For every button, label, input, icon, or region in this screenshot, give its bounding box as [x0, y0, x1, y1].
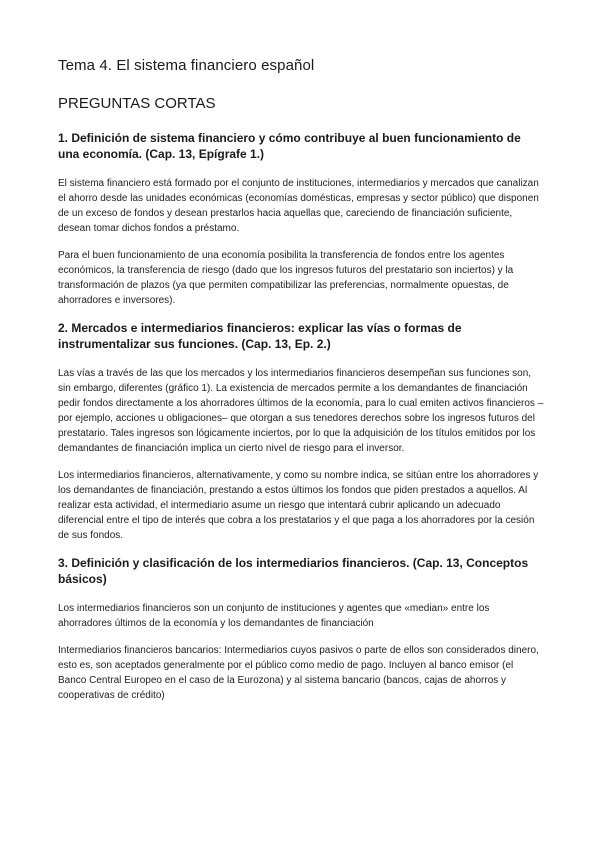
answer-paragraph: Intermediarios financieros bancarios: Intermediarios cuyos pasivos o parte de ellos son considerados dinero, esto es, son aceptados generalmente por el público como medio de pago. Incluyen al banco emisor (el Banco Central Europeo en el caso de la Eurozona) y al sistema bancario (bancos, cajas de ahorros y cooperativas de crédito): [58, 645, 539, 701]
question-heading: 1. Definición de sistema financiero y cómo contribuye al buen funcionamiento de una economía. (Cap. 13, Epígrafe 1.): [58, 131, 521, 161]
answer-paragraph: Para el buen funcionamiento de una economía posibilita la transferencia de fondos entre los agentes económicos, la transferencia de riesgo (dado que los ingresos futuros del prestatario son inciertos) y la transformación de plazos (ya que permiten compatibilizar las preferencias, normalmente opuestas, de ahorradores e inversores).: [58, 250, 514, 306]
section-subtitle: PREGUNTAS CORTAS: [58, 95, 216, 112]
answer-paragraph: El sistema financiero está formado por el conjunto de instituciones, intermediarios y mercados que canalizan el ahorro desde las unidades económicas (economías domésticas, empresas y sector público) que disponen de un exceso de fondos y desean prestarlos hacia aquellas que, careciendo de financiación suficiente, desean tomar dichos fondos a préstamo.: [58, 178, 539, 234]
question-3: [58, 555, 544, 703]
document-page: [58, 56, 544, 715]
answer-paragraph: Los intermediarios financieros son un conjunto de instituciones y agentes que «median» entre los ahorradores últimos de la economía y los demandantes de financiación: [58, 603, 490, 629]
answer-paragraph: Las vías a través de las que los mercados y los intermediarios financieros desempeñan sus funciones son, sin embargo, diferentes (gráfico 1). La existencia de mercados permite a los demandantes de financiación pedir fondos directamente a los ahorradores últimos de la economía, para lo cual emiten activos financieros –por ejemplo, acciones u obligaciones– que otorgan a sus tenedores derechos sobre los ingresos futuros del prestatario. Tales ingresos son lógicamente inciertos, por lo que la adquisición de los títulos emitidos por los demandantes de financiación implica un cierto nivel de riesgo para el inversor.: [58, 368, 544, 454]
question-2: [58, 320, 544, 543]
answer-paragraph: Los intermediarios financieros, alternativamente, y como su nombre indica, se sitúan entre los ahorradores y los demandantes de financiación, prestando a estos últimos los fondos que piden prestados a aquellos. Al realizar esta actividad, el intermediario asume un riesgo que intentará cubrir aplicando un adecuado diferencial entre el tipo de interés que cobra a los prestatarios y el que paga a los ahorradores por la cesión de sus fondos.: [58, 470, 539, 541]
document-title: Tema 4. El sistema financiero español: [58, 57, 315, 74]
question-heading: 3. Definición y clasificación de los intermediarios financieros. (Cap. 13, Conceptos básicos): [58, 556, 529, 586]
question-heading: 2. Mercados e intermediarios financieros: explicar las vías o formas de instrumentalizar sus funciones. (Cap. 13, Ep. 2.): [58, 321, 462, 351]
question-1: [58, 130, 544, 308]
